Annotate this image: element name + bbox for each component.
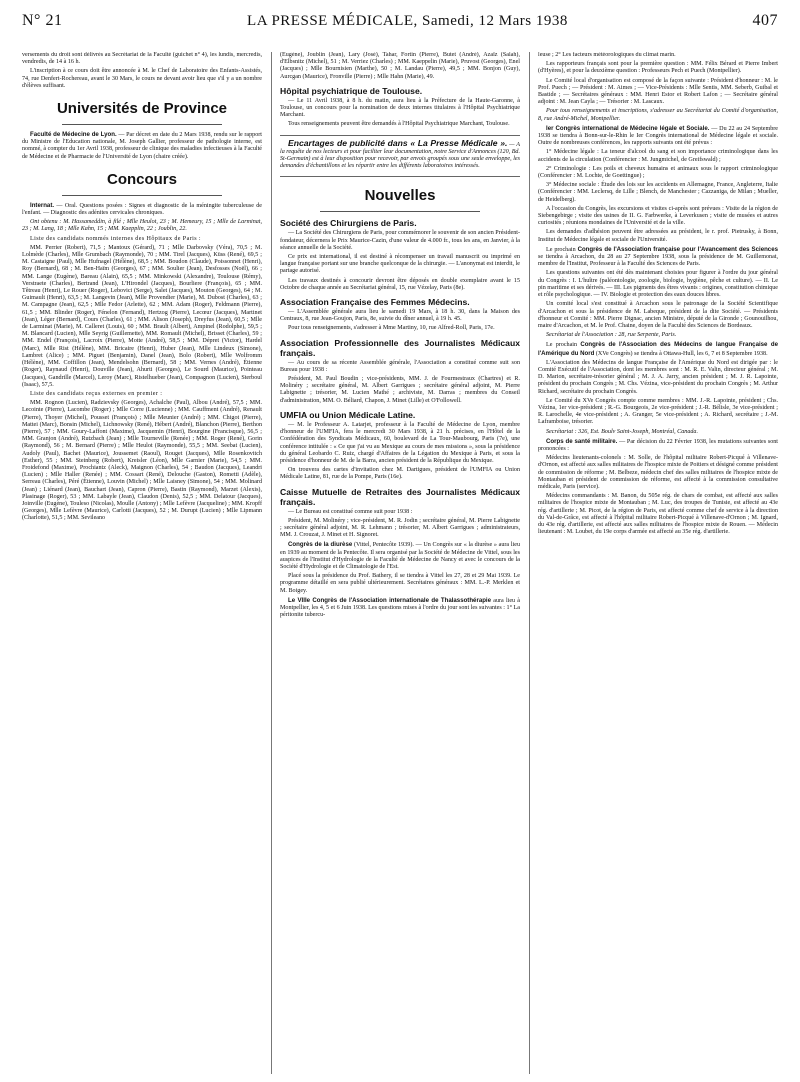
paragraph: versements du droit sont délivrés au Secrétariat de la Faculté (guichet n° 4), les lundis, mercredis, vendredis, de 14 à 16 h. <box>22 52 262 66</box>
column-divider <box>529 52 530 1074</box>
column-2 <box>280 52 520 1074</box>
article-heading: Hôpital psychiatrique de Toulouse. <box>280 85 423 96</box>
article-amlf <box>538 341 778 357</box>
article-heading: Internat. <box>30 201 55 209</box>
article-text: (Vittel, Pentecôte 1939). — Un Congrès sur « la diurèse » aura lieu en 1939 au moment de la Pentecôte. Il sera organisé par la Société de Médecine de Vittel, sous les auspices de l'Institut d'Hydrologie de la Faculté de Médecine de Nancy et avec le concours de la Société d'Hydrologie et de Climatologie de l'Est. <box>280 542 520 570</box>
section-rule <box>62 195 222 196</box>
section-rule <box>320 211 480 212</box>
article-heading: Congrès de l'Association des Médecins de langue Française de l'Amérique du Nord <box>538 341 778 357</box>
list-heading: Liste des candidats reçus externes en premier : <box>30 390 163 397</box>
journal-title: LA PRESSE MÉDICALE, Samedi, 12 Mars 1938 <box>247 13 568 29</box>
article-heading: Caisse Mutuelle de Retraites des Journalistes Médicaux français. <box>280 486 520 507</box>
article-text: se tiendra à Arcachon, du 28 au 27 Septembre 1938, sous la présidence de M. Guillemonat, membre de l'Institut, Professeur à la Faculté des Sciences de Paris. <box>538 254 778 268</box>
article-diurese <box>280 541 520 571</box>
paragraph: Médecins lieutenants-colonels : M. Solle, de l'hôpital militaire Robert-Picqué à Villenave-d'Ornon, est affecté aux salles militaires de l'hospice mixte de Poitiers et désigné comme président de commission de réforme ; M. Belbeze, médecin chef des salles militaires de l'hospice mixte de Montauban et président de commission de réforme, est affecté à la commission consultative médicale, Paris (service). <box>538 455 778 490</box>
paragraph: On trouvera des cartes d'invitation chez M. Dartigues, président de l'UMFIA ou Union Médicale Latine, 81, rue de la Pompe, Paris (16e). <box>280 467 520 481</box>
paragraph: Les rapporteurs français sont pour la première question : MM. Félix Bérard et Pierre Imbert (d'Hyères), et pour la deuxième question : Professeurs Pech et Puech (Montpellier). <box>538 61 778 75</box>
paragraph: Secrétariat de l'Association : 28, rue Serpente, Paris. <box>546 332 677 339</box>
notice-heading: Encartages de publicité dans « La Presse Médicale ». <box>288 137 508 148</box>
article-heading: Le VIIIe Congrès de l'Association internationale de Thalassothérapie <box>288 596 492 604</box>
article-text: — Du 22 au 24 Septembre 1938 se tiendra à Bonn-sur-le-Rhin le Ier Congrès international de Médecine légale et sociale. Outre de nombreuses conférences, les rapports suivants ont été prévus : <box>538 125 778 147</box>
paragraph: Ont obtenu : M. Hassameddin, à filé ; Mlle Heulot, 23 ; M. Hemeury, 15 ; Mlle de Larminat, 23 ; M. Lang, 18 ; Mlle Kahn, 15 ; MM. Kaepplin, 22 ; Joublin, 22. <box>22 219 262 233</box>
paragraph: — M. le Professeur A. Latarjet, professeur à la Faculté de Médecine de Lyon, membre d'honneur de l'UMFIA, fera le mercredi 30 Mars 1938, à 21 h. précises, en l'Hôtel de la Confédération des Syndicats Médicaux, 60, boulevard de La Tour-Maubourg, Paris (7e), une conférence intitulée : « Ce que j'ai vu au Mexique au cours de mes missions », sous la présidence du général Leobardo C. Ruiz, chargé d'Affaires de la Légation du Mexique à Paris, et sous la présidence d'honneur de M. de la Barra, ancien président de la République du Mexique. <box>280 421 520 464</box>
article-heading: Ier Congrès international de Médecine légale et Sociale. <box>546 124 710 132</box>
article-text: aura lieu à Montpellier, les 4, 5 et 6 Juin 1938. Les questions mises à l'ordre du jour sont les suivantes : 1° La péritonite tubercu- <box>280 597 520 619</box>
paragraph: Les travaux destinés à concourir devront être déposés en double exemplaire avant le 15 Octobre de chaque année au Secrétariat général, 15, rue Vézelay, Paris (8e). <box>280 277 520 291</box>
paragraph: Les demandes d'adhésion peuvent être adressées au président, le r. prof. Pietrusky, à Bonn, Institut de Médecine légale et sociale de l'Université. <box>538 229 778 243</box>
paragraph: A l'occasion du Congrès, les excursions et visites ci-après sont prévues : Visite de la région de Siebengebirge ; visite des usines de II. G. Farbwerke, à Leverkusen ; visite de musées et autres curiosités ; réunions mondaines de l'Université et de la ville. <box>538 205 778 227</box>
article-heading: Faculté de Médecine de Lyon. <box>30 131 117 139</box>
paragraph: Un comité local s'est constitué à Arcachon sous le patronage de la Société Scientifique d'Arcachon et sous la présidence de M. Labeque, président de la dite Société. — Présidents d'honneur et Comité : MM. Pierre Dignac, ancien Ministre, député de la Gironde ; Gounouilhou, maire d'Arcachon, et M. le Prof. Chaine, doyen de la Faculté des Sciences de Bordeaux. <box>538 301 778 329</box>
paragraph: Tous renseignements peuvent être demandés à l'Hôpital Psychiatrique Marchant, Toulouse. <box>288 121 510 128</box>
article-corps-sante <box>538 438 778 453</box>
column-1 <box>22 52 262 1074</box>
paragraph: — L'Assemblée générale aura lieu le samedi 19 Mars, à 18 h. 30, dans la Maison des Centraux, 8, rue Jean-Goujon, Paris, 8e, suivie du dîner annuel, à 19 h. 45. <box>280 309 520 323</box>
article-lead: Le prochain <box>546 342 578 349</box>
section-title-universites: Universités de Province <box>56 100 228 118</box>
paragraph: Placé sous la présidence du Prof. Bathery, il se tiendra à Vittel les 27, 28 et 29 Mai 1939. Le programme détaillé en sera publié ultérieurement. Secrétaires généraux : MM. L.-P. Merklen et M. Boigey. <box>280 573 520 594</box>
article-heading: Corps de santé militaire. <box>546 437 618 445</box>
paragraph: Ce prix est international, il est destiné à récompenser un travail manuscrit ou imprimé en langue française portant sur une branche quelconque de la chirurgie. — L'anonymat est interdit, le partage autorisé. <box>280 254 520 275</box>
paragraph: — Le 11 Avril 1938, à 8 h. du matin, aura lieu à la Préfecture de la Haute-Garonne, à Toulouse, un concours pour la nomination de deux internes titulaires à l'Hôpital Psychiatrique Marchant. <box>280 97 520 119</box>
paragraph: — Au cours de sa récente Assemblée générale, l'Association a constitué comme suit son Bureau pour 1938 : <box>280 359 520 373</box>
page-number: 407 <box>752 12 778 29</box>
article-text: — Par décret en date du 2 Mars 1938, rendu sur le rapport du Ministre de l'Education nationale, M. Joseph Gallier, professeur de pathologie interne, est nommé, à compter du 1er Avril 1938, professeur de clinique des maladies infectieuses à la Faculté de Médecine et de Pharmacie de l'Université de Lyon (chaire créée). <box>22 132 262 160</box>
paragraph: 2° Criminologie : Les poils et cheveux humains et animaux sous le rapport criminologique (Conférencier : M. Lochte, de Goettingue) ; <box>538 165 778 180</box>
column-3 <box>538 52 778 1074</box>
section-title-nouvelles: Nouvelles <box>364 187 436 205</box>
column-divider <box>271 52 272 1074</box>
article-heading: Association Professionnelle des Journalistes Médicaux français. <box>280 337 520 358</box>
paragraph <box>280 137 520 171</box>
paragraph: (Eugène), Joublin (Jean), Lary (José), Tahar, Fortin (Pierre), Butet (André), Azaïz (Salah), d'Elbsnitz (Michel), 51 ; M. Verriez (Charles) ; MM. Kaeppelin (Marie), Pruvost (Georges), Enel (Jacques) ; Mlle Bournisien (Marthe), 50 ; M. Landau (Pierre), 49,5 ; MM. Bonjon (Guy), Aurcgan (Maurice), Fronville (Pierre) ; Mlle Hahn (Marie), 49. <box>280 52 520 80</box>
page-body <box>22 52 778 1074</box>
article-thalasso <box>280 597 520 620</box>
paragraph: Secrétariat : 326, Est. Boulv Saint-Joseph, Montréal, Canada. <box>546 428 698 435</box>
paragraph: Pour tous renseignements et inscriptions, s'adresser au Secrétariat du Comité d'organisation, 8, rue André-Michel, Montpellier. <box>538 108 778 122</box>
paragraph: Président, M. Molinéry ; vice-président, M. R. Jodin ; secrétaire général, M. Pierre Labignette ; secrétaire général adjoint, M. R. Lehmann ; trésorier, M. Albert Garrigues ; administrateurs, MM. J. Crouzat, J. Minet et H. Signoret. <box>280 517 520 539</box>
running-header <box>22 12 778 32</box>
paragraph: L'Association des Médecins de langue Française de l'Amérique du Nord est dirigée par : le Comité Exécutif de l'Association, dont les membres sont : M. R. E. Valin, directeur général ; M. D. Marion, secrétaire-trésorier général ; M. J. A. Jarry, ancien président ; M. J. R. Lapointe, président du prochain Congrès ; M. Chs. Vézina, vice-président du prochain Congrès ; M. Arthur Richard, secrétaire du prochain Congrès. <box>538 359 778 395</box>
paragraph: leuse ; 2° Les facteurs météorologiques du climat marin. <box>538 52 676 58</box>
paragraph: Président, M. Paul Boudin ; vice-présidents, MM. J. de Fourmestraux (Chartres) et R. Molinéry ; secrétaire général, M. Albert Garrigues ; secrétaire général adjoint, M. Pierre Labignette ; trésorier, M. Lucien Mathé ; archiviste, M. Darras ; membres du Conseil d'administration, MM. O. Béliard, Chapon, J. Minet (Lille) et O'Followell. <box>280 376 520 404</box>
article-medecine-legale <box>538 125 778 148</box>
paragraph: 3° Médecine sociale : Étude des lois sur les accidents en Allemagne, France, Angleterre, Italie (Conférencier : MM. Leclersq, de Lille ; Blench, de Manchester ; Cazzaniga, de Milan ; Mueller, de Heidelberg). <box>538 182 778 203</box>
paragraph: — Le Bureau est constitué comme suit pour 1938 : <box>288 508 413 515</box>
article-heading: Congrès de la diurèse <box>288 541 353 549</box>
article-text: — Oral. Questions posées : Signes et diagnostic de la méningite tuberculeuse de l'enfant. — Diagnostic des adénites cervicales chroniques. <box>22 202 262 217</box>
paragraph: Le Comité local d'organisation est composé de la façon suivante : Président d'honneur : M. le Prof. Puech ; — Président : M. Aimes ; — Vice-Présidents : Mlle Sentis, MM. Seberb, Guibal et Bastide ; — Secrétaires généraux : MM. Henri Estor et Robert Lafon ; — Secrétaire général adjoint : M. Jean Cayla ; — Trésorier : M. Lascaux. <box>538 77 778 106</box>
article-heading: UMFIA ou Union Médicale Latine. <box>280 409 416 420</box>
paragraph: Pour tous renseignements, s'adresser à Mme Martiny, 10, rue Alfred-Roll, Paris, 17e. <box>288 325 495 332</box>
article-heading: Congrès de l'Association française pour l'Avancement des Sciences <box>577 245 778 253</box>
article-heading: Société des Chirurgiens de Paris. <box>280 218 417 229</box>
paragraph: L'inscription à ce cours doit être annoncée à M. le Chef de Laboratoire des Enfants-Assistés, 74, rue Denfert-Rochereau, avant le 30 Mars, le cours ne devant avoir lieu que s'il y a un nombre d'élèves suffisant. <box>22 68 262 89</box>
article-text: (XVe Congrès) se tiendra à Ottawa-Hull, les 6, 7 et 8 Septembre 1938. <box>595 350 768 357</box>
paragraph: 1° Médecine légale : La teneur d'alcool du sang et son importance criminologique dans les accidents de la circulation (Conférencier : M. Jungmichel, de Greifswald) ; <box>538 149 778 163</box>
article-internat <box>22 202 262 217</box>
list-heading: Liste des candidats nommés internes des Hôpitaux de Paris : <box>30 235 202 242</box>
article-text: — Par décision du 22 Février 1938, les mutations suivantes sont prononcées : <box>538 438 778 452</box>
candidate-list: MM. Perrier (Robert), 71,5 ; Mantoux (Gérard), 71 ; Mlle Darbovsky (Véra), 70,5 ; M. Lolmède (Charles), Mlle Grumbach (Raymonde), 70 ; MM. Tirel (Jacques), Küss (René), 69,5 ; M. Castaigne (Paul), Mlle Hufnagel (Hélène), 68,5 ; MM. Boudon (Claude), Poissonnet (Henri), Roy (Bernard), 68 ; M. Ben-Haïm (Georges), 67 ; MM. Soulier (Jean), Desfosses (Noël), 66 ; MM. Lange (Eugène), Bareau (Alain), 65,5 ; MM. Minkowski (Alexandre), Toulouse (Rémy), Verstraete (Charles), Bertrand (Jean), L'Hirondel (Jacques), Bourliere (François), 65 ; MM. Têtreau (Henri), Le Rouer (Roger), Lebovici (Serge), Salet (Jacques), Mouton (Georges), 64 ; M. Guimault (Henri), 63,5 ; M. Langevin (Jean), Mlle Provendier (Marie), M. Dubost (Charles), 63 ; M. Campagne (Jean), 62,5 ; Mlle Fedor (Arlette), 62 ; MM. Adam (Roger), Feldmann (Pierre), 61,5 ; MM. Blinder (Roger), Fénelon (Fernand), Hertzog (Pierre), Lecœur (Jacques), Martinet (Jean), Léger (Bernard), Cours (Charles), 61 ; MM. Alison (Joseph), Dreyfus (Jean), 60,5 ; Mlle de Larminat (Marie), M. Calleret (Louis), 60 ; MM. Brault (Albert), Ampinel (Rodolphe), 59,5 ; M. Blancard (Lucien), Mlle Seyrig (Guillemette), MM. Romault (Michel), Brisset (Charles), 59 ; MM. Endel (François), Lacroix (Pierre), Motte (André), 58,5 ; MM. Dépret (Victor), Hardel (Marc), Mlle Rist (Hélène), MM. Bricaire (Henri), Huber (Jean), Mlle Lindeux (Simone), Lambret (Alice) ; MM. Piguet (Benjamin), Danel (Jean), Bolo (Robert), Mlle Wolfromm (Hélène), MM. Coffillon (Jean), Mendelsohn (Bernard), 58 ; MM. Vernes (André), Étienne (Roger), Raynaud (Henri), Douville (Jean), Ahurti (Georges), Le Sourd (Maurice), Pointeau (Jacques), Gandrille (Marcel), Leroy (Marc), Ristelhueber (Jean), Compagnon (Lucien), Sterboul (Isaac), 57,5. <box>22 244 262 388</box>
section-rule <box>62 124 222 125</box>
advertising-notice <box>280 135 520 178</box>
paragraph: Médecins commandants : M. Banon, du 505e rég. de chars de combat, est affecté aux salles militaires de l'hospice mixte de Montauban ; M. Luc, des troupes de Tunisie, est affecté au 43e rég. d'artillerie ; M. Picot, de la région de Paris, est affecté comme chef de service à la direction du Val-de-Grâce, est affecté à l'hôpital militaire Robert-Picqué à Villenave-d'Ornon ; M. Ignard, du 43e rég. d'artillerie, est affecté aux salles militaires de l'hospice mixte de Rouen. — Médecin lieutenant : M. Loubet, du 19e corps d'armée est affecté au 35e rég. d'artillerie. <box>538 493 778 536</box>
paragraph: Les questions suivantes ont été dès maintenant choisies pour figurer à l'ordre du jour général du Congrès : I. L'huître (paléontologie, zoologie, biologie, hygiène, pêche et culture). — II. Le pin maritime et ses dérivés. — III. Les pigments des êtres vivants : origines, constitution chimique et rôle psychologique. — IV. Biologie et protection des eaux douces libres. <box>538 270 778 299</box>
issue-number: N° 21 <box>22 12 63 29</box>
section-title-concours: Concours <box>106 170 177 188</box>
paragraph: Le Comité du XVe Congrès compte comme membres : MM. J.-R. Lapointe, président ; Chs. Vézina, 1er vice-président ; R.-G. Bourgeois, 2e vice-président ; J.-R. Bélisle, 3e vice-président ; R. Larochelle, 4e vice-président ; A. Granger, 5e vice-président ; A. Richard, secrétaire ; J.-M. Laframboise, trésorier. <box>538 397 778 426</box>
article-heading: Association Française des Femmes Médecins. <box>280 297 470 308</box>
article-lead: Le prochain <box>546 246 576 253</box>
paragraph: — La Société des Chirurgiens de Paris, pour commémorer le souvenir de son ancien Président-fondateur, décernera le Prix Maurice-Cazin, d'une valeur de 4.000 fr., tous les ans, en Janvier, à la séance annuelle de la Société. <box>280 230 520 251</box>
article-afas <box>538 246 778 269</box>
article-lyon <box>22 131 262 161</box>
notice-text: — A la requête de nos lecteurs et pour faciliter leur documentation, notre Service d'Annonces (120, Bd. St-Germain) est à leur disposition pour recevoir, par envois groupés sous une seule enveloppe, les demandes d'échantillons et les répartir entre les différents laboratoires intéressés. <box>280 141 520 170</box>
candidate-list: MM. Rognon (Lucien), Radzievsky (Georges), Achalche (Paul), Albou (André), 57,5 ; MM. Lecointe (Pierre), Lacombe (Roger) ; Mlle Corre (Lucienne) ; MM. Cauffment (André), Renault (Pierre), Thoyer (Michel), Pousset (François) ; Mlle Meunier (André) ; MM. Chigot (Pierre), Mattei (Marc), Bonsin (Michel), Lichnowsky (René), Hébert (André), Blanchon (Pierre), Berthon (Pierre), 57 ; MM. Goury-Laffont (Maxime), Jacquemin (Henri), Bourgine (Francisque), 56,5 ; MM. Granjon (André), Rutzbach (Jean) ; Mlle Tourneville (Renée) ; MM. Roger (René), Gorin (Raymond), 56 ; M. Bernard (Pierre) ; Mlle Heulot (Raymonde), 55,5 ; MM. Seebat (Lucien), Audoly (Paul), Bachet (Maurice), Joussemet (Raoul), Rouget (Jacques), Mlle Rosenkovitch (Esther), 55 ; MM. Steinberg (Robert), Kreisler (Léon), Mlle Garnier (Marie), 54,5 ; MM. Froidefond (Maxime), Prochiantz (Aleck), Maignon (Charles), 54 ; Baudon (Jacques), Leandri (Lucien) ; Mlle Haller (Renée) ; MM. Cossart (René), Delouche (Gaston), Rometti (Adèle), Serreau (Charles), Péré (Étienne), Louvin (Michel) ; Mlle Laisney (Simone), 54 ; MM. Molinard (Jean) ; Liénard (Jean), Bauchart (Jean), Capron (Pierre), Bastin (Raymond), Marzet (Alexis), Plasinage (Roger), 53 ; MM. Labayle (Jean), Claudon (Denis), 52,5 ; MM. Delatour (Jacques), Joinville (Eugène), Touleso (Nicolas), Moulle (Antony) ; Mlle Lefèvre (Jacqueline) ; MM. Kropff (Georges), Mlle Lefèvre (Maurice), Carlotti (Jacques), 52 ; M. Durupt (Lucien) ; Mlle Lipmann (Charlotte), 51,5 ; MM. Sevileano <box>22 400 262 522</box>
